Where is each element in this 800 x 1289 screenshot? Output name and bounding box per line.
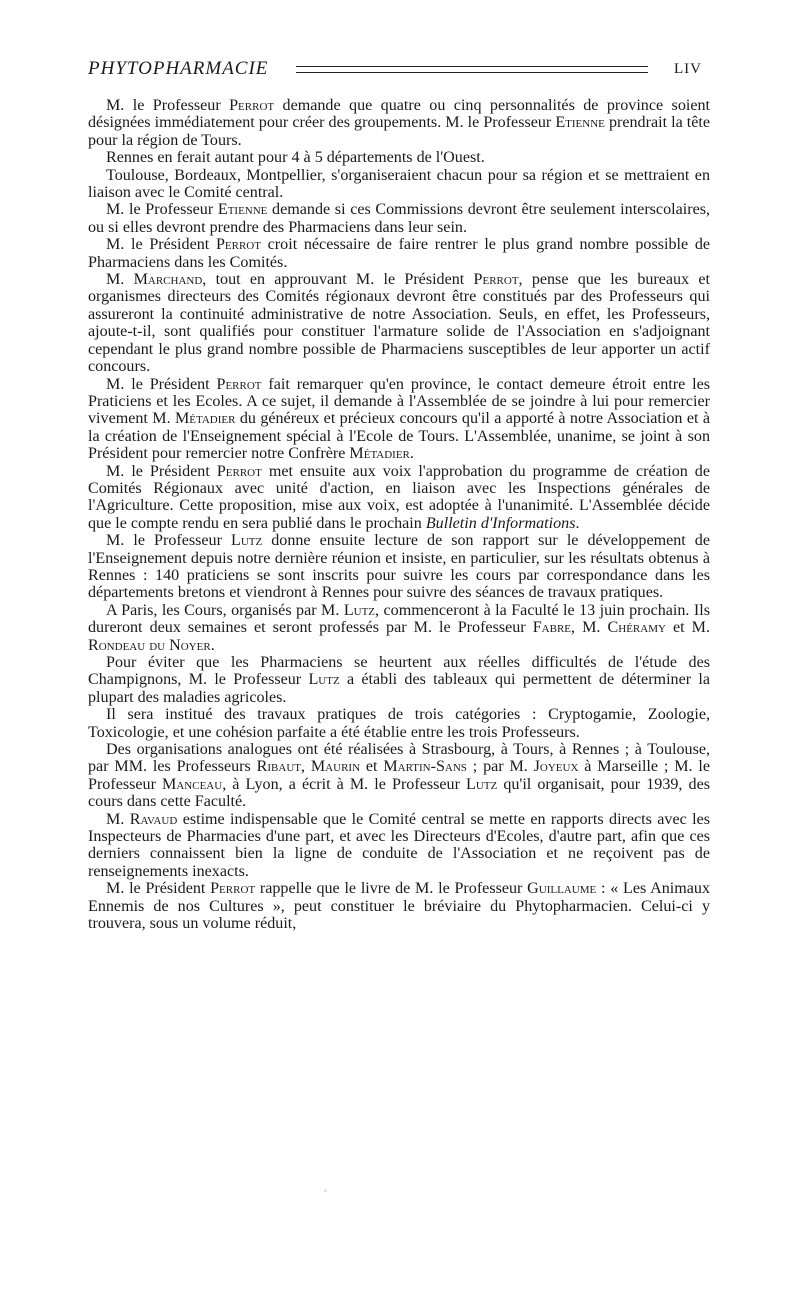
person-name: Perrot <box>473 271 519 289</box>
text-run: Il sera institué des travaux pratiques de trois catégories : Cryptogamie, Zoologie, Toxicologie, et une cohésion parfaite a été établie entre les trois Professeurs. <box>88 706 710 741</box>
paragraph <box>88 654 710 706</box>
person-name: Fabre <box>532 619 572 637</box>
publication-title: Bulletin d'Informations <box>425 514 576 532</box>
text-run: estime indispensable que le Comité central se mette en rapports directs avec les Inspecteurs de Pharmacies d'une part, et avec les Directeurs d'Ecoles, d'autre part, afin que ces derniers connaissent bien la ligne de conduite de l'Association et ne reçoivent pas de renseignements inexacts. <box>88 810 710 880</box>
text-run: Rennes en ferait autant pour 4 à 5 départements de l'Ouest. <box>106 149 485 167</box>
text-run: M. le Président <box>106 462 217 480</box>
text-run: M. le Professeur <box>106 97 230 114</box>
person-name: Ribaut <box>256 758 301 776</box>
body-text <box>88 97 710 933</box>
person-name: Manceau <box>162 775 223 793</box>
text-run: , pense que les bureaux et organismes directeurs des Comités régionaux devront être constitués par des Professeurs qui assureront la continuité administrative de notre Association. Seuls, en effet, les Professeurs, ajoute-t-il, sont qualifiés pour constituer l'armature solide de l'Association en s'adjoignant cependant le plus grand nombre possible de Pharmaciens susceptibles de leur apporter un actif concours. <box>88 271 711 376</box>
text-run: rappelle que le livre de M. le Professeur <box>255 880 528 898</box>
person-name: Marchand <box>133 271 203 289</box>
person-name: Perrot <box>216 375 262 393</box>
text-run: : « Les Animaux Ennemis de nos Cultures », peut constituer le bréviaire du Phytopharmacien. Celui-ci y trouvera, sous un volume réduit, <box>88 880 710 933</box>
person-name: Lutz <box>308 671 340 689</box>
text-run: M. le Professeur <box>106 201 218 219</box>
text-run: . <box>409 445 414 463</box>
text-run: M. le Professeur <box>106 532 231 550</box>
text-run: , à Lyon, a écrit à M. le Professeur <box>222 775 467 793</box>
person-name: Lutz <box>466 775 498 793</box>
text-run: M. <box>106 271 134 289</box>
text-run: met ensuite aux voix l'approbation du programme de création de Comités Régionaux avec unité d'action, en liaison avec les Inspections générales de l'Agriculture. Cette proposition, mise aux voix, est adoptée à l'unanimité. L'Assemblée décide que le compte rendu en sera publié dans le prochain <box>88 462 710 532</box>
text-run: donne ensuite lecture de son rapport sur le développement de l'Enseignement depuis notre dernière réunion et insiste, en particulier, sur les résultats obtenus à Rennes : 140 praticiens se sont inscrits pour suivre les cours par correspondance dans les départements bretons et viendront à Rennes pour suivre des séances de travaux pratiques. <box>88 532 711 602</box>
text-run: et <box>360 758 384 776</box>
paragraph <box>88 880 710 932</box>
text-run: demande que quatre ou cinq personnalités de province soient désignées immédiatement pour créer des groupements. M. le Professeur <box>88 97 710 132</box>
paragraph <box>88 236 710 271</box>
person-name: Rondeau du Noyer <box>88 636 211 654</box>
person-name: Perrot <box>229 97 275 114</box>
paragraph <box>88 602 710 654</box>
text-run: M. le Président <box>106 880 211 898</box>
text-run: fait remarquer qu'en province, le contact demeure étroit entre les Praticiens et les Ecoles. A ce sujet, il demande à l'Assemblée de se joindre à lui pour remercier vivement M. <box>88 375 710 428</box>
text-run: du généreux et précieux concours qu'il a apporté à notre Association et à la création de l'Enseignement spécial à l'Ecole de Tours. L'Assemblée, unanime, se joint à son Président pour remercier notre Confrère <box>88 410 710 463</box>
paragraph <box>88 706 710 741</box>
person-name: Ravaud <box>129 810 178 828</box>
text-run: Toulouse, Bordeaux, Montpellier, s'organiseraient chacun pour sa région et se mettraient en liaison avec le Comité central. <box>88 166 710 202</box>
person-name: Métadier <box>349 445 410 463</box>
text-run: . <box>575 514 580 532</box>
text-run: A Paris, les Cours, organisés par M. <box>106 601 344 619</box>
person-name: Guillaume <box>527 880 597 898</box>
text-run: M. le Président <box>106 375 217 393</box>
person-name: Perrot <box>210 880 256 898</box>
text-run: , <box>301 758 311 776</box>
person-name: Perrot <box>215 236 261 254</box>
page-header <box>88 58 702 80</box>
text-run: demande si ces Commissions devront être seulement interscolaires, ou si elles devront prendre des Pharmaciens dans leur sein. <box>88 201 711 236</box>
text-run: prendrait la tête pour la région de Tours. <box>88 114 710 149</box>
person-name: Métadier <box>174 410 236 428</box>
text-run: M. le Président <box>106 236 216 254</box>
person-name: Chéramy <box>607 619 666 637</box>
text-run: et M. <box>665 619 711 637</box>
person-name: Etienne <box>217 201 268 219</box>
print-mark: ◦ <box>323 1187 329 1197</box>
paragraph <box>88 376 710 463</box>
text-run: ; par M. <box>466 758 534 776</box>
text-run: , commenceront à la Faculté le 13 juin prochain. Ils dureront deux semaines et seront professés par M. le Professeur <box>88 601 711 637</box>
text-run: , M. <box>571 619 608 637</box>
paragraph <box>88 271 710 375</box>
person-name: Joyeux <box>533 758 579 776</box>
text-run: Pour éviter que les Pharmaciens se heurtent aux réelles difficultés de l'étude des Champignons, M. le Professeur <box>88 654 710 689</box>
person-name: Martin-Sans <box>383 758 467 776</box>
text-run: qu'il organisait, pour 1939, des cours dans cette Faculté. <box>88 775 710 811</box>
person-name: Lutz <box>230 532 263 550</box>
text-run: croit nécessaire de faire rentrer le plus grand nombre possible de Pharmaciens dans les Comités. <box>88 236 711 271</box>
paragraph <box>88 811 710 881</box>
text-run: . <box>210 636 215 654</box>
paragraph <box>88 741 710 811</box>
paragraph <box>88 532 710 602</box>
text-run: à Marseille ; M. le Professeur <box>88 758 710 793</box>
paragraph <box>88 201 710 236</box>
paragraph <box>88 463 710 533</box>
page-number: LIV <box>674 60 702 77</box>
paragraph <box>88 167 710 202</box>
person-name: Etienne <box>555 114 605 132</box>
text-run: M. <box>106 810 130 828</box>
person-name: Perrot <box>216 462 262 480</box>
header-double-rule <box>296 66 648 73</box>
running-title: PHYTOPHARMACIE <box>88 58 269 79</box>
text-run: , tout en approuvant M. le Président <box>202 271 474 289</box>
paragraph <box>88 149 710 166</box>
text-run: Des organisations analogues ont été réalisées à Strasbourg, à Tours, à Rennes ; à Toulouse, par MM. les Professeurs <box>88 741 710 776</box>
person-name: Maurin <box>310 758 361 776</box>
person-name: Lutz <box>343 601 376 619</box>
text-run: a établi des tableaux qui permettent de déterminer la plupart des maladies agricoles. <box>88 671 710 706</box>
paragraph <box>88 97 710 149</box>
